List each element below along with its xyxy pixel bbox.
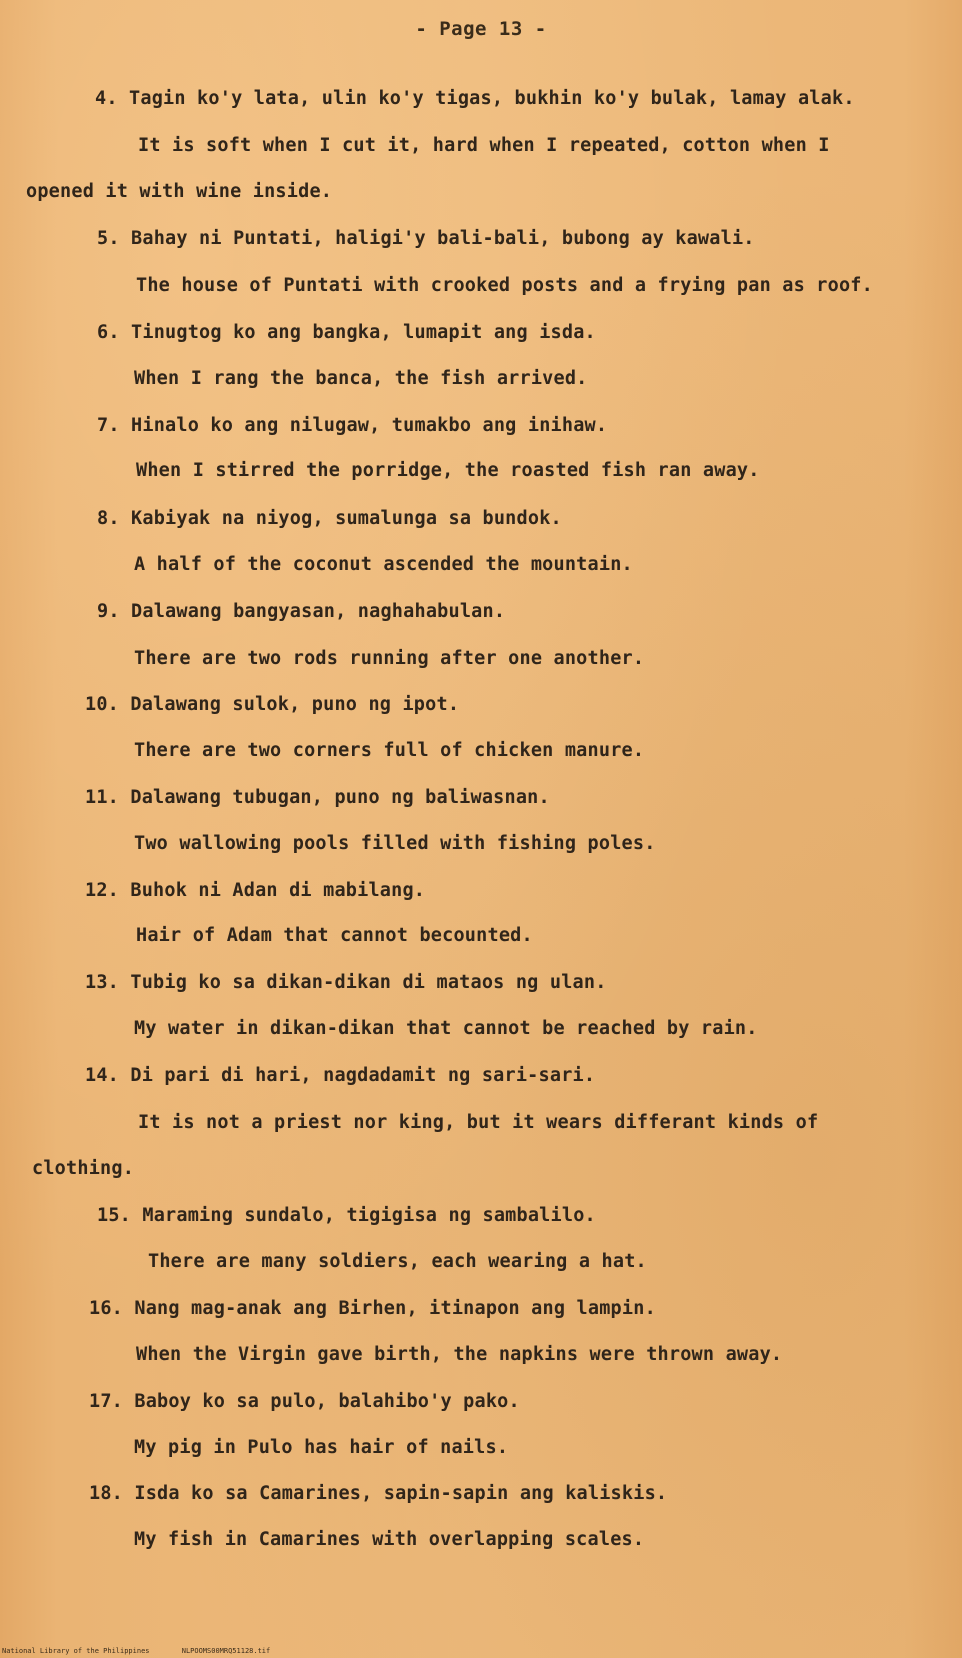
riddle-text: Hinalo ko ang nilugaw, tumakbo ang inihaw. — [131, 415, 608, 436]
riddle-5-english: The house of Puntati with crooked posts and a frying pan as roof. — [136, 275, 873, 296]
riddle-6-english: When I rang the banca, the fish arrived. — [134, 368, 588, 389]
riddle-10-english: There are two corners full of chicken manure. — [134, 740, 645, 761]
riddle-13-tagalog — [85, 972, 607, 993]
riddle-number: 13. — [85, 972, 120, 993]
riddle-number: 12. — [85, 880, 120, 901]
scan-footer — [2, 1647, 270, 1655]
riddle-text: Buhok ni Adan di mabilang. — [130, 880, 426, 901]
riddle-8-tagalog — [97, 508, 562, 529]
page-header: - Page 13 - — [415, 18, 547, 40]
riddle-14-english-cont: clothing. — [32, 1158, 135, 1179]
riddle-text: Dalawang bangyasan, naghahabulan. — [131, 601, 506, 622]
riddle-text: Tagin ko'y lata, ulin ko'y tigas, bukhin ko'y bulak, lamay alak. — [129, 88, 855, 109]
riddle-text: Di pari di hari, nagdadamit ng sari-sari. — [130, 1065, 596, 1086]
riddle-text: Kabiyak na niyog, sumalunga sa bundok. — [131, 508, 562, 529]
riddle-16-english: When the Virgin gave birth, the napkins were thrown away. — [136, 1344, 783, 1365]
riddle-18-tagalog — [89, 1483, 667, 1504]
riddle-14-english: It is not a priest nor king, but it wears differant kinds of — [138, 1112, 819, 1133]
riddle-18-english: My fish in Camarines with overlapping scales. — [134, 1529, 645, 1550]
riddle-9-tagalog — [97, 601, 505, 622]
riddle-14-tagalog — [85, 1065, 595, 1086]
riddle-5-tagalog — [97, 228, 755, 249]
riddle-text: Baboy ko sa pulo, balahibo'y pako. — [134, 1391, 520, 1412]
riddle-12-english: Hair of Adam that cannot becounted. — [136, 925, 533, 946]
riddle-number: 4. — [95, 88, 118, 109]
riddle-number: 18. — [89, 1483, 124, 1504]
riddle-number: 16. — [89, 1298, 124, 1319]
riddle-4-english: It is soft when I cut it, hard when I repeated, cotton when I — [138, 135, 830, 156]
riddle-4-english-cont: opened it with wine inside. — [26, 181, 333, 202]
riddle-text: Tubig ko sa dikan-dikan di mataos ng ulan. — [130, 972, 607, 993]
riddle-15-tagalog — [97, 1205, 596, 1226]
riddle-text: Nang mag-anak ang Birhen, itinapon ang lampin. — [134, 1298, 656, 1319]
riddle-13-english: My water in dikan-dikan that cannot be reached by rain. — [134, 1018, 758, 1039]
riddle-16-tagalog — [89, 1298, 656, 1319]
riddle-number: 10. — [85, 694, 120, 715]
riddle-number: 5. — [97, 228, 120, 249]
riddle-7-english: When I stirred the porridge, the roasted fish ran away. — [136, 460, 760, 481]
riddle-17-english: My pig in Pulo has hair of nails. — [134, 1437, 509, 1458]
riddle-text: Tinugtog ko ang bangka, lumapit ang isda. — [131, 322, 596, 343]
riddle-17-tagalog — [89, 1391, 520, 1412]
riddle-number: 15. — [97, 1205, 132, 1226]
riddle-text: Maraming sundalo, tigigisa ng sambalilo. — [142, 1205, 596, 1226]
riddle-number: 17. — [89, 1391, 124, 1412]
riddle-10-tagalog — [85, 694, 459, 715]
riddle-15-english: There are many soldiers, each wearing a hat. — [148, 1251, 647, 1272]
riddle-8-english: A half of the coconut ascended the mountain. — [134, 554, 633, 575]
riddle-9-english: There are two rods running after one another. — [134, 648, 645, 669]
riddle-number: 14. — [85, 1065, 120, 1086]
riddle-4-tagalog — [95, 88, 855, 109]
footer-file-id: NLPOOMS00MRQ51128.tif — [181, 1647, 271, 1655]
riddle-12-tagalog — [85, 880, 425, 901]
riddle-number: 6. — [97, 322, 120, 343]
riddle-6-tagalog — [97, 322, 596, 343]
riddle-text: Bahay ni Puntati, haligi'y bali-bali, bubong ay kawali. — [131, 228, 755, 249]
riddle-number: 9. — [97, 601, 120, 622]
riddle-11-english: Two wallowing pools filled with fishing poles. — [134, 833, 656, 854]
riddle-7-tagalog — [97, 415, 607, 436]
riddle-number: 7. — [97, 415, 120, 436]
riddle-text: Dalawang tubugan, puno ng baliwasnan. — [130, 787, 550, 808]
riddle-number: 8. — [97, 508, 120, 529]
riddle-number: 11. — [85, 787, 120, 808]
footer-library: National Library of the Philippines — [2, 1647, 150, 1655]
riddle-11-tagalog — [85, 787, 550, 808]
riddle-text: Isda ko sa Camarines, sapin-sapin ang kaliskis. — [134, 1483, 668, 1504]
riddle-text: Dalawang sulok, puno ng ipot. — [130, 694, 460, 715]
